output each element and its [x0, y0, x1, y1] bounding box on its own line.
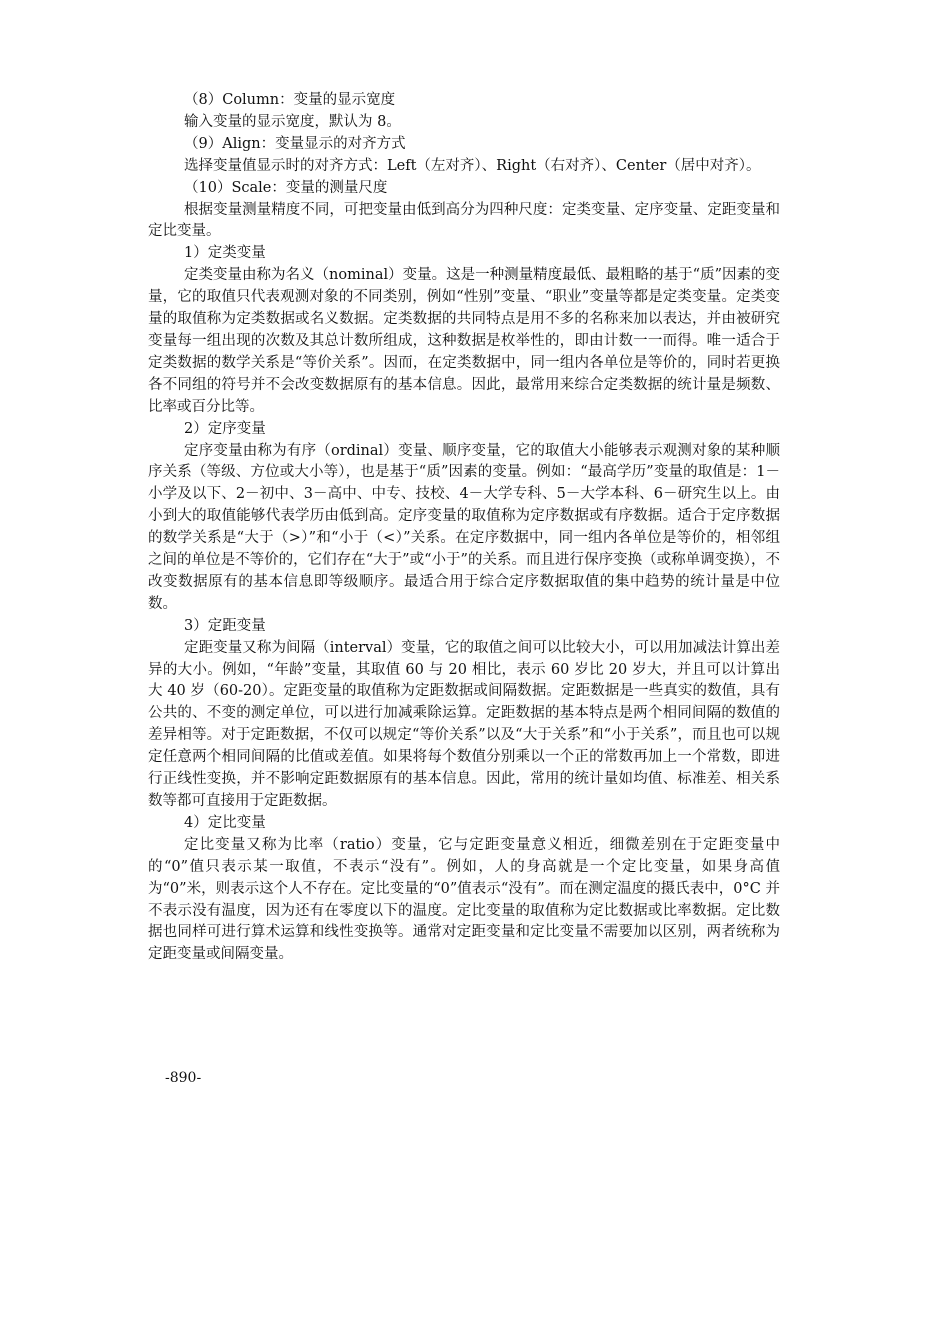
section-heading-align: （9）Align：变量显示的对齐方式: [184, 135, 406, 152]
paragraph-ratio: 定比变量又称为比率（ratio）变量，它与定距变量意义相近，细微差别在于定距变量中的“0”值只表示某一取值，不表示“没有”。例如，人的身高就是一个定比变量，如果身高值为“0”米，则表示这个人不存在。定比变量的“0”值表示“没有”。而在测定温度的摄氏表中，0°C 并不表示没有温度，因为还有在零度以下的温度。定比变量的取值称为定比数据或比率数据。定比数据也同样可进行算术运算和线性变换等。通常对定距变量和定比变量不需要加以区别，两者统称为定距变量或间隔变量。: [148, 836, 780, 963]
section-heading-column: （8）Column：变量的显示宽度: [184, 92, 396, 108]
paragraph-align: 选择变量值显示时的对齐方式：Left（左对齐）、Right（右对齐）、Center（居中对齐）。: [184, 157, 761, 174]
paragraph-ordinal: 定序变量由称为有序（ordinal）变量、顺序变量，它的取值大小能够表示观测对象的某种顺序关系（等级、方位或大小等），也是基于“质”因素的变量。例如：“最高学历”变量的取值是：1－小学及以下、2－初中、3－高中、中专、技校、4－大学专科、5－大学本科、6－研究生以上。由小到大的取值能够代表学历由低到高。定序变量的取值称为定序数据或有序数据。适合于定序数据的数学关系是“大于（>）”和“小于（<）”关系。在定序数据中，同一组内各单位是等价的，相邻组之间的单位是不等价的，它们存在“大于”或“小于”的关系。而且进行保序变换（或称单调变换），不改变数据原有的基本信息即等级顺序。最适合用于综合定序数据取值的集中趋势的统计量是中位数。: [148, 442, 780, 612]
paragraph-interval: 定距变量又称为间隔（interval）变量，它的取值之间可以比较大小，可以用加减法计算出差异的大小。例如，“年龄”变量，其取值 60 与 20 相比，表示 60 岁比 20 岁大，并且可以计算出大 40 岁（60-20）。定距变量的取值称为定距数据或间隔数据。定距数据是一些真实的数值，具有公共的、不变的测定单位，可以进行加减乘除运算。定距数据的基本特点是两个相同间隔的数值的差异相等。对于定距数据，不仅可以规定“等价关系”以及“大于关系”和“小于关系”，而且也可以规定任意两个相同间隔的比值或差值。如果将每个数值分别乘以一个正的常数再加上一个常数，即进行正线性变换，并不影响定距数据原有的基本信息。因此，常用的统计量如均值、标准差、相关系数等都可直接用于定距数据。: [148, 639, 780, 809]
document-body: [148, 90, 780, 966]
paragraph-nominal: 定类变量由称为名义（nominal）变量。这是一种测量精度最低、最粗略的基于“质”因素的变量，它的取值只代表观测对象的不同类别，例如“性别”变量、“职业”变量等都是定类变量。定类变量的取值称为定类数据或名义数据。定类数据的共同特点是用不多的名称来加以表达，并由被研究变量每一组出现的次数及其总计数所组成，这种数据是枚举性的，即由计数一一而得。唯一适合于定类数据的数学关系是“等价关系”。因而，在定类数据中，同一组内各单位是等价的，同时若更换各不同组的符号并不会改变数据原有的基本信息。因此，最常用来综合定类数据的统计量是频数、比率或百分比等。: [148, 267, 780, 415]
paragraph-scale: 根据变量测量精度不同，可把变量由低到高分为四种尺度：定类变量、定序变量、定距变量和定比变量。: [148, 201, 780, 240]
section-heading-scale: （10）Scale：变量的测量尺度: [184, 179, 388, 196]
subheading-ordinal: 2）定序变量: [184, 420, 266, 437]
paragraph-column: 输入变量的显示宽度，默认为 8。: [184, 113, 401, 130]
page-number: -890-: [165, 1070, 202, 1086]
subheading-interval: 3）定距变量: [184, 617, 266, 634]
subheading-nominal: 1）定类变量: [184, 245, 266, 262]
subheading-ratio: 4）定比变量: [184, 814, 266, 831]
